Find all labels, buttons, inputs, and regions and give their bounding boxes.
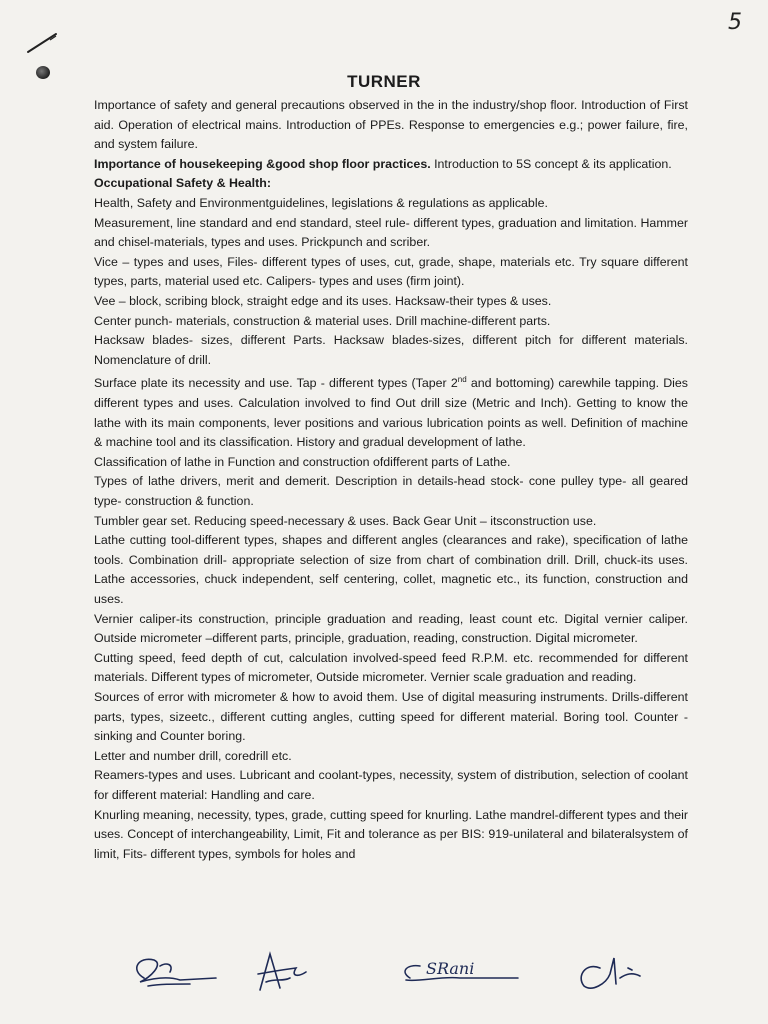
paragraph-text: Lathe cutting tool-different types, shapes and different angles (clearances and rake), specification of lathe tools. Combination drill- appropriate selection of size from chart of combination drill. Drill, chuck-its uses. Lathe accessories, chuck independent, self centering, collet, magnetic etc., its function, construction and uses. — [94, 533, 688, 606]
syllabus-paragraph — [94, 472, 688, 511]
signature-4 — [581, 958, 640, 988]
paragraph-text: Vice – types and uses, Files- different types of uses, cut, grade, shape, materials etc. Try square different types, parts, material used etc. Calipers- types and uses (firm joint). — [94, 254, 688, 289]
syllabus-paragraph — [94, 453, 688, 473]
paragraph-text: Importance of safety and general precautions observed in the in the industry/shop floor. Introduction of First aid. Operation of electrical mains. Introduction of PPEs. Response to emergencies e.g.; power failure, fire, and system failure. — [94, 98, 688, 152]
signature-3-text: SRani — [426, 959, 475, 978]
syllabus-paragraph — [94, 531, 688, 609]
paragraph-text: Letter and number drill, coredrill etc. — [94, 748, 292, 763]
paragraph-text: Sources of error with micrometer & how to avoid them. Use of digital measuring instruments. Drills-different parts, types, sizeetc., different cutting angles, cutting speed for different material. Boring tool. Counter -sinking and Counter boring. — [94, 689, 688, 744]
syllabus-paragraph — [94, 370, 688, 453]
syllabus-paragraph — [94, 312, 688, 332]
signature-1 — [137, 959, 216, 986]
paragraph-text: Reamers-types and uses. Lubricant and coolant-types, necessity, system of distribution, selection of coolant for different material: Handling and care. — [94, 768, 688, 802]
paragraph-heading: Occupational Safety & Health: — [94, 176, 271, 191]
syllabus-paragraph — [94, 194, 688, 214]
paragraph-text: Surface plate its necessity and use. Tap - different types (Taper 2nd and bottoming) carewhile tapping. Dies different types and uses. Calculation involved to find Out drill size (Metric and Inch). Getting to know the lathe with its main components, lever positions and various lubrication points as well. Definition of machine & machine tool and its classification. History and gradual development of lathe. — [94, 375, 688, 450]
paragraph-text: Cutting speed, feed depth of cut, calculation involved-speed feed R.P.M. etc. recommended for different materials. Different types of micrometer, Outside micrometer. Vernier scale graduation and reading. — [94, 650, 688, 685]
syllabus-paragraph — [94, 688, 688, 747]
syllabus-paragraph — [94, 214, 688, 253]
paragraph-text: Types of lathe drivers, merit and demerit. Description in details-head stock- cone pulley type- all geared type- construction & function. — [94, 474, 688, 508]
paragraph-text: Tumbler gear set. Reducing speed-necessary & uses. Back Gear Unit – itsconstruction use. — [94, 513, 597, 528]
page-number: 5 — [728, 10, 742, 35]
page-title: TURNER — [347, 72, 421, 91]
signature-3 — [405, 959, 518, 980]
signature-2 — [258, 954, 306, 990]
signatures-row — [120, 948, 680, 998]
syllabus-paragraph — [94, 253, 688, 292]
ordinal-suffix: nd — [457, 375, 467, 385]
paragraph-text: Hacksaw blades- sizes, different Parts. Hacksaw blades-sizes, different pitch for different materials. Nomenclature of drill. — [94, 333, 688, 367]
syllabus-paragraph — [94, 747, 688, 767]
syllabus-paragraph — [94, 331, 688, 370]
pen-mark-icon — [26, 30, 60, 56]
syllabus-paragraph — [94, 155, 688, 175]
syllabus-paragraph — [94, 610, 688, 649]
paragraph-text: Health, Safety and Environmentguidelines, legislations & regulations as applicable. — [94, 195, 548, 210]
paragraph-text: Measurement, line standard and end standard, steel rule- different types, graduation and limitation. Hammer and chisel-materials, types and uses. Prickpunch and scriber. — [94, 215, 688, 250]
syllabus-paragraph — [94, 512, 688, 532]
syllabus-body — [94, 96, 688, 864]
syllabus-paragraph — [94, 174, 688, 194]
paragraph-text: Knurling meaning, necessity, types, grade, cutting speed for knurling. Lathe mandrel-different types and their uses. Concept of interchangeability, Limit, Fit and tolerance as per BIS: 919-unilateral and bilateralsystem of limit, Fits- different types, symbols for holes and — [94, 807, 688, 861]
paragraph-text: Center punch- materials, construction & material uses. Drill machine-different parts. — [94, 313, 551, 328]
syllabus-paragraph — [94, 96, 688, 155]
paragraph-text: Vernier caliper-its construction, principle graduation and reading, least count etc. Digital vernier caliper. Outside micrometer –different parts, principle, graduation, reading, construction. Digital micrometer. — [94, 611, 688, 646]
paragraph-text: Vee – block, scribing block, straight edge and its uses. Hacksaw-their types & uses. — [94, 293, 552, 308]
paragraph-heading: Importance of housekeeping &good shop floor practices. — [94, 156, 431, 171]
syllabus-paragraph — [94, 806, 688, 865]
paragraph-text: Classification of lathe in Function and construction ofdifferent parts of Lathe. — [94, 454, 511, 469]
syllabus-paragraph — [94, 766, 688, 805]
paragraph-text: Introduction to 5S concept & its application. — [430, 156, 672, 171]
syllabus-paragraph — [94, 292, 688, 312]
syllabus-paragraph — [94, 649, 688, 688]
